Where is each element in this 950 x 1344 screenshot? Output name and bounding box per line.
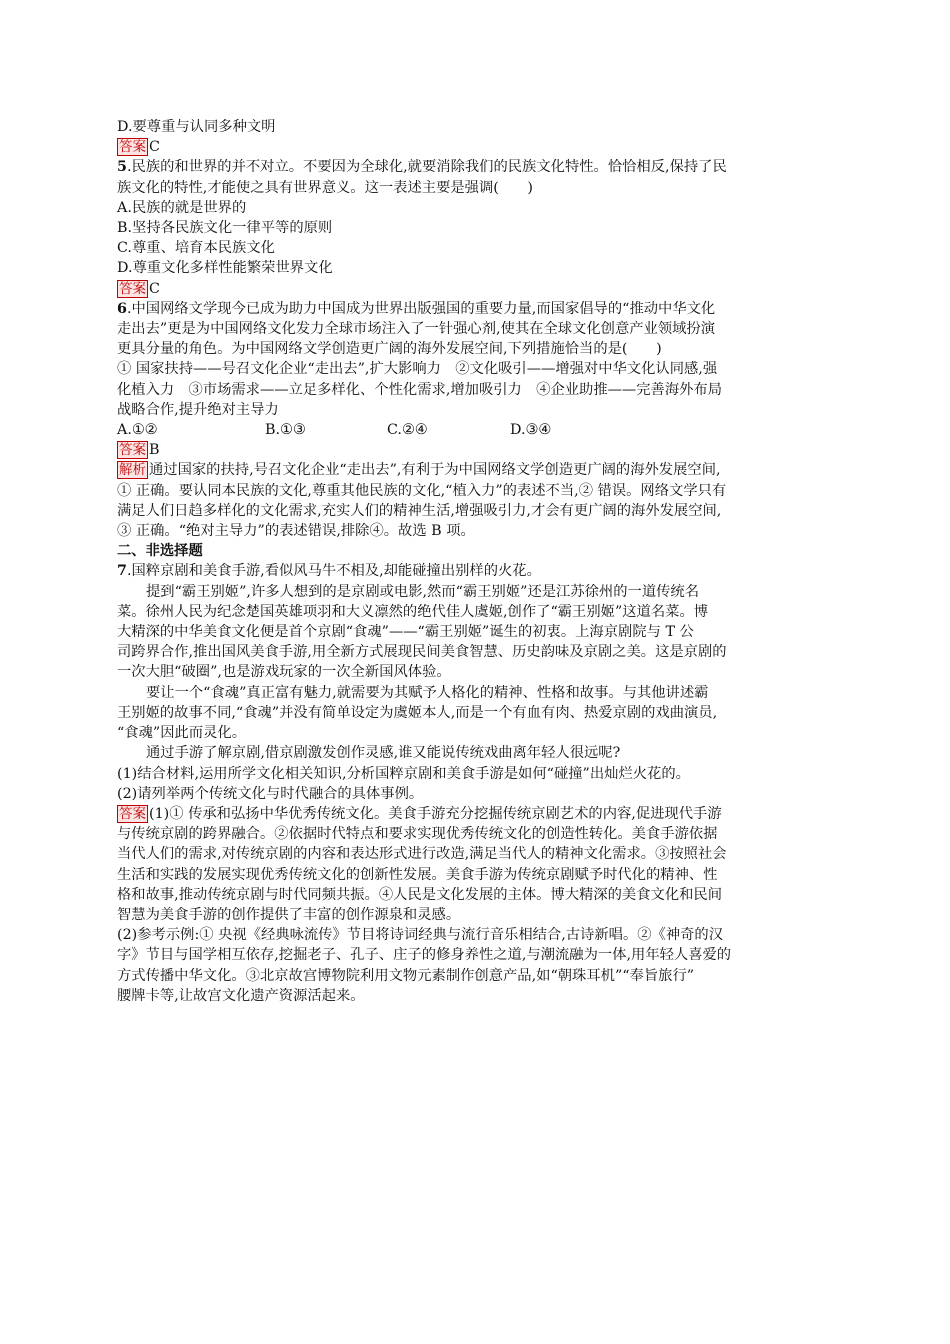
q5-option: B.坚持各民族文化一律平等的原则 (117, 220, 333, 237)
q6-option-d: D.③④ (510, 422, 552, 439)
q5-option: C.尊重、培育本民族文化 (117, 240, 275, 257)
q4-option-d: D.要尊重与认同多种文明 (117, 119, 276, 135)
q6-option-b: B.①③ (265, 422, 306, 439)
q6-stem-line: 6.中国网络文学现今已成为助力中国成为世界出版强国的重要力量,而国家倡导的“推动中华文化 (117, 300, 716, 317)
q6-stem-line: 化植入力 ③市场需求——立足多样化、个性化需求,增加吸引力 ④企业助推——完善海外布局 (117, 381, 723, 398)
q6-analysis-line: 解析 通过国家的扶持,号召文化企业“走出去”,有利于为中国网络文学创造更广阔的海外发展空间, (119, 462, 721, 479)
q7-material-line: 王别姬的故事不同,“食魂”并没有简单设定为虞姬本人,而是一个有血有肉、热爱京剧的戏曲演员, (117, 704, 718, 721)
q6-option-a: A.①② (117, 422, 158, 439)
q7-answer-line: 格和故事,推动传统京剧与时代同频共振。④人民是文化发展的主体。博大精深的美食文化和民间 (117, 886, 723, 903)
q7-answer-line: 腰牌卡等,让故宫文化遗产资源活起来。 (117, 987, 365, 1004)
q6-analysis-line: ③ 正确。“绝对主导力”的表述错误,排除④。故选 B 项。 (117, 523, 475, 540)
document-page (117, 117, 839, 1006)
q6-stem-line: ① 国家扶持——号召文化企业“走出去”,扩大影响力 ②文化吸引——增强对中华文化认同感,强 (117, 361, 718, 378)
q7-answer-line: 字》节目与国学相互依存,挖掘老子、孔子、庄子的修身养性之道,与潮流融为一体,用年轻人喜爱的 (117, 947, 732, 964)
answer-badge: 答案 (119, 805, 146, 822)
q7-material-line: 提到“霸王别姬”,许多人想到的是京剧或电影,然而“霸王别姬”还是江苏徐州的一道传统名 (146, 583, 700, 600)
q7-title: 7.国粹京剧和美食手游,看似风马牛不相及,却能碰撞出别样的火花。 (117, 563, 541, 580)
q7-material-line: 大精深的中华美食文化便是首个京剧“食魂”——“霸王别姬”诞生的初衷。上海京剧院与 T 公 (117, 624, 694, 641)
q7-material-line: 菜。徐州人民为纪念楚国英雄项羽和大义凛然的绝代佳人虞姬,创作了“霸王别姬”这道名菜。博 (117, 603, 709, 620)
q7-answer-line: 与传统京剧的跨界融合。②依据时代特点和要求实现优秀传统文化的创造性转化。美食手游依据 (117, 826, 718, 843)
q7-question: (1)结合材料,运用所学文化相关知识,分析国粹京剧和美食手游是如何“碰撞”出灿烂火花的。 (117, 765, 690, 782)
q7-material-line: 司跨界合作,推出国风美食手游,用全新方式展现民间美食智慧、历史韵味及京剧之美。这是京剧的 (117, 644, 727, 661)
q7-answer-line: 生活和实践的发展实现优秀传统文化的创新性发展。美食手游为传统京剧赋予时代化的精神、性 (117, 866, 718, 883)
section-heading: 二、非选择题 (117, 543, 203, 560)
q5-stem-line: 5.民族的和世界的并不对立。不要因为全球化,就要消除我们的民族文化特性。恰恰相反,保持了民 (117, 159, 727, 176)
q6-option-c: C.②④ (387, 422, 428, 439)
q7-answer-line: 当代人们的需求,对传统京剧的内容和表达形式进行改造,满足当代人的精神文化需求。③按照社会 (117, 846, 727, 863)
answer-badge: 答案 (119, 280, 146, 297)
q7-material-line: 通过手游了解京剧,借京剧激发创作灵感,谁又能说传统戏曲离年轻人很远呢? (146, 745, 621, 762)
q7-answer-line: 智慧为美食手游的创作提供了丰富的创作源泉和灵感。 (117, 906, 461, 923)
q5-stem-line: 族文化的特性,才能使之具有世界意义。这一表述主要是强调( ) (117, 179, 534, 196)
q6-stem-line: 战略合作,提升绝对主导力 (117, 401, 279, 418)
q7-question: (2)请列举两个传统文化与时代融合的具体事例。 (117, 785, 424, 802)
analysis-badge: 解析 (119, 462, 146, 479)
q6-analysis-line: 满足人们日趋多样化的文化需求,充实人们的精神生活,增强吸引力,才会有更广阔的海外发展空间, (117, 502, 722, 519)
q5-option: D.尊重文化多样性能繁荣世界文化 (117, 260, 333, 277)
q6-stem-line: 更具分量的角色。为中国网络文学创造更广阔的海外发展空间,下列措施恰当的是( ) (117, 341, 662, 358)
q6-options (117, 420, 839, 440)
q7-material-line: “食魂”因此而灵化。 (117, 725, 246, 742)
q7-answer-line: 答案 (1)① 传承和弘扬中华优秀传统文化。美食手游充分挖掘传统京剧艺术的内容,促进现代手游 (119, 805, 722, 822)
answer-badge: 答案 (119, 442, 146, 459)
q5-option: A.民族的就是世界的 (117, 199, 247, 216)
q6-answer: 答案 B (119, 442, 160, 459)
q4-answer: 答案 C (119, 139, 160, 156)
q5-answer: 答案 C (119, 280, 160, 297)
q7-answer-line: (2)参考示例:① 央视《经典咏流传》节目将诗词经典与流行音乐相结合,古诗新唱。②《神奇的汉 (117, 927, 724, 944)
q7-material-line: 要让一个“食魂”真正富有魅力,就需要为其赋予人格化的精神、性格和故事。与其他讲述霸 (146, 684, 709, 701)
q7-material-line: 一次大胆“破圈”,也是游戏玩家的一次全新国风体验。 (117, 664, 451, 681)
q7-answer-line: 方式传播中华文化。③北京故宫博物院利用文物元素制作创意产品,如“朝珠耳机”“奉旨旅行” (117, 967, 695, 984)
answer-badge: 答案 (119, 139, 146, 156)
q6-stem-line: 走出去”更是为中国网络文化发力全球市场注入了一针强心剂,使其在全球文化创意产业领域扮演 (117, 321, 716, 338)
q6-analysis-line: ① 正确。要认同本民族的文化,尊重其他民族的文化,“植入力”的表述不当,② 错误。网络文学只有 (117, 482, 727, 499)
